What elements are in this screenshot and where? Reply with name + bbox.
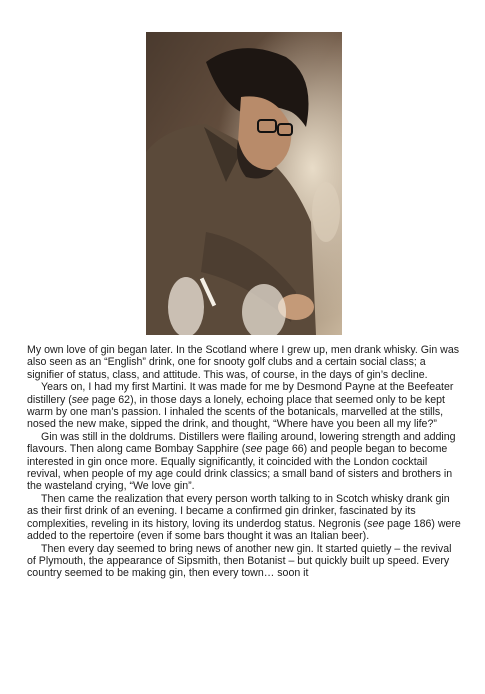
- paragraph-1: My own love of gin began later. In the Scotland where I grew up, men drank whisky. Gin was also seen as an “English” drink, one for snooty golf clubs and a certain social class; a signifier of status, class, and attitude. This was, of course, in the days of gin’s decline.: [27, 344, 460, 381]
- paragraph-4: Then came the realization that every person worth talking to in Scotch whisky drank gin as their first drink of an evening. I became a confirmed gin drinker, fascinated by its complexities, reveling in its history, loving its underdog status. Negronis (see page 186) were added to the repertoire (even if some bars thought it was an Italian beer).: [27, 492, 461, 543]
- paragraph-2: Years on, I had my first Martini. It was made for me by Desmond Payne at the Beefeater distillery (see page 62), in those days a lonely, echoing place that seemed only to be kept warm by one man’s passion. I inhaled the scents of the botanicals, marvelled at the stills, nosed the new make, sipped the drink, and thought, “Where have you been all my life?”: [27, 381, 454, 431]
- body-text: [27, 344, 463, 580]
- author-photo-illustration: [146, 32, 342, 335]
- paragraph-5: Then every day seemed to bring news of another new gin. It started quietly – the revival of Plymouth, the appearance of Sipsmith, then Botanist – but quickly built up speed. Every country seemed to be making gin, then every town… soon it: [27, 542, 452, 580]
- paragraph-3: Gin was still in the doldrums. Distillers were flailing around, lowering strength and adding flavours. Then along came Bombay Sapphire (see page 66) and people began to become interested in gin once more. Equally significantly, it coincided with the London cocktail revival, when people of my age could drink classics; a small band of sisters and brothers in the wasteland crying, “We love gin”.: [27, 430, 456, 493]
- author-photo: [146, 32, 342, 335]
